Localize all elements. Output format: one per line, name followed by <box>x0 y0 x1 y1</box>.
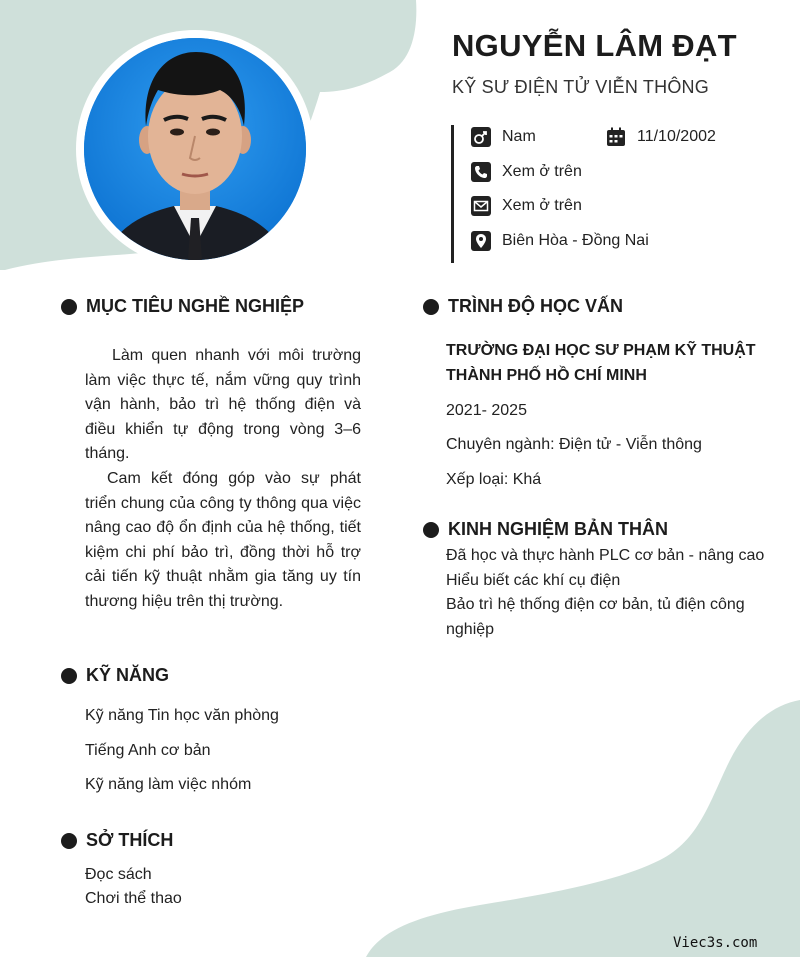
education-years: 2021- 2025 <box>446 402 527 419</box>
location-icon <box>471 231 491 251</box>
objective-paragraph: Cam kết đóng góp vào sự phát triển chung của công ty thông qua việc nâng cao độ ổn định của hệ thống, tiết kiệm chi phí bảo trì, đồng thời hỗ trợ cải tiến kỹ thuật nhằm gia tăng uy tín thương hiệu trên thị trường. <box>85 469 361 610</box>
job-title: KỸ SƯ ĐIỆN TỬ VIỄN THÔNG <box>452 77 709 97</box>
info-gender <box>471 126 536 148</box>
calendar-icon <box>606 127 626 147</box>
watermark: Viec3s.com <box>673 935 758 951</box>
candidate-name: NGUYỄN LÂM ĐẠT <box>452 28 737 63</box>
profile-photo <box>84 38 306 260</box>
birthdate-value: 11/10/2002 <box>637 128 716 145</box>
skill-item: Tiếng Anh cơ bản <box>85 742 211 759</box>
gender-icon <box>471 127 491 147</box>
experience-item: Hiểu biết các khí cụ điện <box>446 571 621 589</box>
experience-item: Đã học và thực hành PLC cơ bản - nâng cao <box>446 547 765 564</box>
info-address <box>471 230 649 252</box>
bullet-dot <box>423 299 439 315</box>
address-value: Biên Hòa - Đồng Nai <box>502 232 649 249</box>
education-heading-text: TRÌNH ĐỘ HỌC VẤN <box>448 296 623 316</box>
gender-value: Nam <box>502 128 536 145</box>
objective-heading-text: MỤC TIÊU NGHỀ NGHIỆP <box>86 296 305 316</box>
bullet-dot <box>61 833 77 849</box>
hobby-item: Chơi thể thao <box>85 890 182 907</box>
bullet-dot <box>423 522 439 538</box>
bullet-dot <box>61 668 77 684</box>
skills-heading <box>61 665 169 686</box>
skill-item: Kỹ năng làm việc nhóm <box>85 776 252 793</box>
experience-list <box>446 544 766 642</box>
experience-heading-text: KINH NGHIỆM BẢN THÂN <box>448 519 668 539</box>
school-name: TRƯỜNG ĐẠI HỌC SƯ PHẠM KỸ THUẬT THÀNH PHỐ HỒ CHÍ MINH <box>446 342 756 384</box>
phone-icon <box>471 162 491 182</box>
email-icon <box>471 196 491 216</box>
hobby-item: Đọc sách <box>85 866 152 883</box>
info-divider <box>451 125 454 263</box>
bullet-dot <box>61 299 77 315</box>
experience-item: Bảo trì hệ thống điện cơ bản, tủ điện công nghiệp <box>446 596 745 638</box>
education-major: Chuyên ngành: Điện tử - Viễn thông <box>446 436 702 453</box>
info-email <box>471 195 582 217</box>
education-heading <box>423 296 623 317</box>
info-birthdate <box>606 126 716 148</box>
objective-text <box>85 344 361 615</box>
experience-heading <box>423 519 668 540</box>
skill-item: Kỹ năng Tin học văn phòng <box>85 707 279 724</box>
info-phone <box>471 161 582 183</box>
skills-heading-text: KỸ NĂNG <box>86 665 170 685</box>
email-value: Xem ở trên <box>502 197 582 214</box>
objective-paragraph: Làm quen nhanh với môi trường làm việc thực tế, nắm vững quy trình vận hành, bảo trì hệ thống điện và điều khiển tự động trong vòng 3–6 tháng. <box>85 347 361 463</box>
hobbies-heading <box>61 830 173 851</box>
hobbies-heading-text: SỞ THÍCH <box>86 830 174 850</box>
objective-heading <box>61 296 304 317</box>
phone-value: Xem ở trên <box>502 163 582 180</box>
education-grade: Xếp loại: Khá <box>446 471 542 488</box>
